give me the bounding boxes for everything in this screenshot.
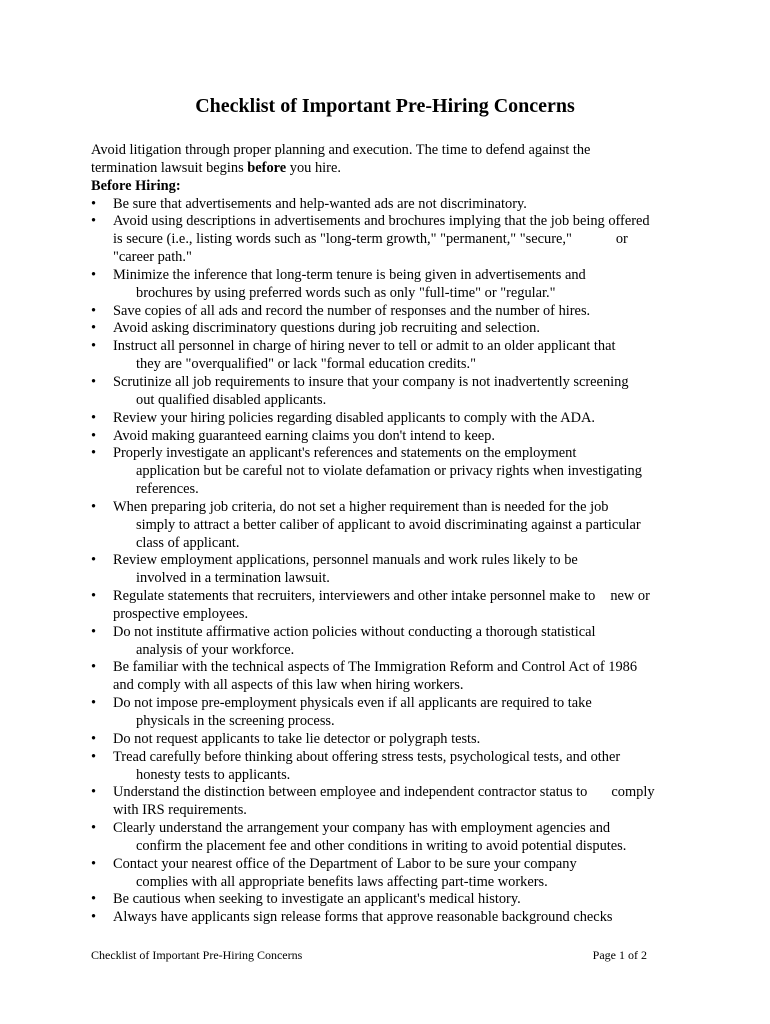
list-item bbox=[91, 196, 691, 214]
list-item bbox=[91, 213, 691, 267]
list-item bbox=[91, 659, 691, 695]
item-text: Contact your nearest office of the Department of Labor to be sure your company bbox=[113, 855, 577, 872]
item-text: Avoid asking discriminatory questions during job recruiting and selection. bbox=[113, 320, 540, 337]
list-item bbox=[91, 499, 691, 553]
item-text-continued: references. bbox=[136, 481, 199, 498]
intro-line-2 bbox=[91, 160, 691, 178]
list-item bbox=[91, 856, 691, 892]
intro-text-end: you hire. bbox=[286, 159, 341, 176]
bullet-icon: • bbox=[91, 623, 97, 640]
bullet-icon: • bbox=[91, 695, 97, 712]
bullet-icon: • bbox=[91, 820, 97, 837]
item-text: comply bbox=[611, 784, 655, 801]
list-item bbox=[91, 338, 691, 374]
bullet-icon: • bbox=[91, 855, 97, 872]
item-text: Regulate statements that recruiters, interviewers and other intake personnel make to bbox=[113, 588, 596, 605]
item-text: Be cautious when seeking to investigate an applicant's medical history. bbox=[113, 891, 521, 908]
item-text: Scrutinize all job requirements to insure that your company is not inadvertently screening bbox=[113, 373, 629, 390]
item-text: Avoid using descriptions in advertisements and brochures implying that the job being offered bbox=[113, 213, 650, 230]
item-text-continued: brochures by using preferred words such as only "full-time" or "regular." bbox=[136, 284, 556, 301]
item-text-continued: with IRS requirements. bbox=[113, 802, 247, 819]
bullet-icon: • bbox=[91, 730, 97, 747]
intro-emphasis: before bbox=[247, 159, 287, 176]
item-text: Do not impose pre-employment physicals even if all applicants are required to take bbox=[113, 695, 592, 712]
document-title: Checklist of Important Pre-Hiring Concerns bbox=[195, 95, 575, 117]
item-text-continued: involved in a termination lawsuit. bbox=[136, 570, 330, 587]
item-text: Understand the distinction between employee and independent contractor status to bbox=[113, 784, 588, 801]
item-text-continued: class of applicant. bbox=[136, 534, 240, 551]
item-text: Be familiar with the technical aspects of The Immigration Reform and Control Act of 1986 bbox=[113, 659, 638, 676]
bullet-icon: • bbox=[91, 266, 97, 283]
item-text-continued: physicals in the screening process. bbox=[136, 713, 335, 729]
item-text-continued: they are "overqualified" or lack "formal education credits." bbox=[136, 356, 476, 373]
intro-text: termination lawsuit begins bbox=[91, 159, 248, 176]
item-text-continued: application but be careful not to violate defamation or privacy rights when investigating bbox=[136, 463, 642, 480]
item-text-continued: and comply with all aspects of this law when hiring workers. bbox=[113, 677, 464, 694]
item-text: Do not request applicants to take lie detector or polygraph tests. bbox=[113, 730, 481, 747]
document-body bbox=[91, 142, 691, 927]
item-text: Minimize the inference that long-term tenure is being given in advertisements and bbox=[113, 266, 586, 283]
item-text bbox=[113, 588, 691, 606]
bullet-icon: • bbox=[91, 338, 97, 355]
item-text: Review your hiring policies regarding disabled applicants to comply with the ADA. bbox=[113, 409, 595, 426]
bullet-icon: • bbox=[91, 373, 97, 390]
item-text-continued: prospective employees. bbox=[113, 605, 249, 622]
list-item bbox=[91, 820, 691, 856]
bullet-icon: • bbox=[91, 320, 97, 337]
intro-paragraph bbox=[91, 142, 691, 178]
item-text: Avoid making guaranteed earning claims you don't intend to keep. bbox=[113, 427, 495, 444]
list-item bbox=[91, 909, 691, 927]
bullet-icon: • bbox=[91, 784, 97, 801]
bullet-icon: • bbox=[91, 909, 97, 926]
list-item bbox=[91, 624, 691, 660]
item-text-continued: "career path." bbox=[113, 249, 192, 266]
item-text: Do not institute affirmative action policies without conducting a thorough statistical bbox=[113, 623, 596, 640]
bullet-icon: • bbox=[91, 195, 97, 212]
item-text-continued: confirm the placement fee and other conditions in writing to avoid potential disputes. bbox=[136, 837, 627, 854]
bullet-icon: • bbox=[91, 552, 97, 569]
item-text: new or bbox=[610, 588, 650, 605]
list-item bbox=[91, 267, 691, 303]
list-item bbox=[91, 552, 691, 588]
bullet-icon: • bbox=[91, 498, 97, 515]
item-text-continued: honesty tests to applicants. bbox=[136, 766, 291, 783]
item-text: is secure (i.e., listing words such as "long-term growth," "permanent," "secure," bbox=[113, 231, 572, 248]
list-item bbox=[91, 428, 691, 446]
item-text: When preparing job criteria, do not set a higher requirement than is needed for the job bbox=[113, 498, 609, 515]
bullet-icon: • bbox=[91, 409, 97, 426]
footer-title: Checklist of Important Pre-Hiring Concerns bbox=[91, 948, 303, 962]
item-text-continued: out qualified disabled applicants. bbox=[136, 391, 327, 408]
item-text-continued bbox=[113, 231, 691, 249]
intro-line-1: Avoid litigation through proper planning and execution. The time to defend against the bbox=[91, 142, 591, 158]
bullet-icon: • bbox=[91, 213, 97, 230]
item-text: Instruct all personnel in charge of hiring never to tell or admit to an older applicant that bbox=[113, 338, 616, 355]
list-item bbox=[91, 374, 691, 410]
item-text: Properly investigate an applicant's references and statements on the employment bbox=[113, 445, 577, 462]
page-number: Page 1 of 2 bbox=[592, 948, 647, 962]
item-text: Always have applicants sign release forms that approve reasonable background checks bbox=[113, 909, 613, 926]
list-item bbox=[91, 749, 691, 785]
list-item bbox=[91, 303, 691, 321]
list-item bbox=[91, 891, 691, 909]
list-item bbox=[91, 410, 691, 428]
item-text bbox=[113, 784, 691, 802]
page-footer bbox=[91, 947, 647, 963]
item-text-continued: simply to attract a better caliber of applicant to avoid discriminating against a particular bbox=[136, 516, 641, 533]
item-text: Review employment applications, personnel manuals and work rules likely to be bbox=[113, 552, 578, 569]
list-item bbox=[91, 320, 691, 338]
item-text: Tread carefully before thinking about offering stress tests, psychological tests, and other bbox=[113, 748, 621, 765]
bullet-icon: • bbox=[91, 445, 97, 462]
list-item bbox=[91, 695, 691, 731]
bullet-icon: • bbox=[91, 659, 97, 676]
bullet-icon: • bbox=[91, 748, 97, 765]
section-heading: Before Hiring: bbox=[91, 177, 181, 194]
list-item bbox=[91, 784, 691, 820]
bullet-icon: • bbox=[91, 588, 97, 605]
item-text: Clearly understand the arrangement your company has with employment agencies and bbox=[113, 820, 611, 837]
item-text-continued: complies with all appropriate benefits laws affecting part-time workers. bbox=[136, 873, 548, 890]
item-text: Be sure that advertisements and help-wanted ads are not discriminatory. bbox=[113, 195, 527, 212]
bullet-icon: • bbox=[91, 427, 97, 444]
list-item bbox=[91, 588, 691, 624]
list-item bbox=[91, 731, 691, 749]
list-item bbox=[91, 445, 691, 499]
checklist bbox=[91, 196, 691, 928]
bullet-icon: • bbox=[91, 302, 97, 319]
item-text-continued: analysis of your workforce. bbox=[136, 641, 295, 658]
bullet-icon: • bbox=[91, 891, 97, 908]
item-text: Save copies of all ads and record the number of responses and the number of hires. bbox=[113, 302, 591, 319]
item-text: or bbox=[615, 231, 628, 248]
